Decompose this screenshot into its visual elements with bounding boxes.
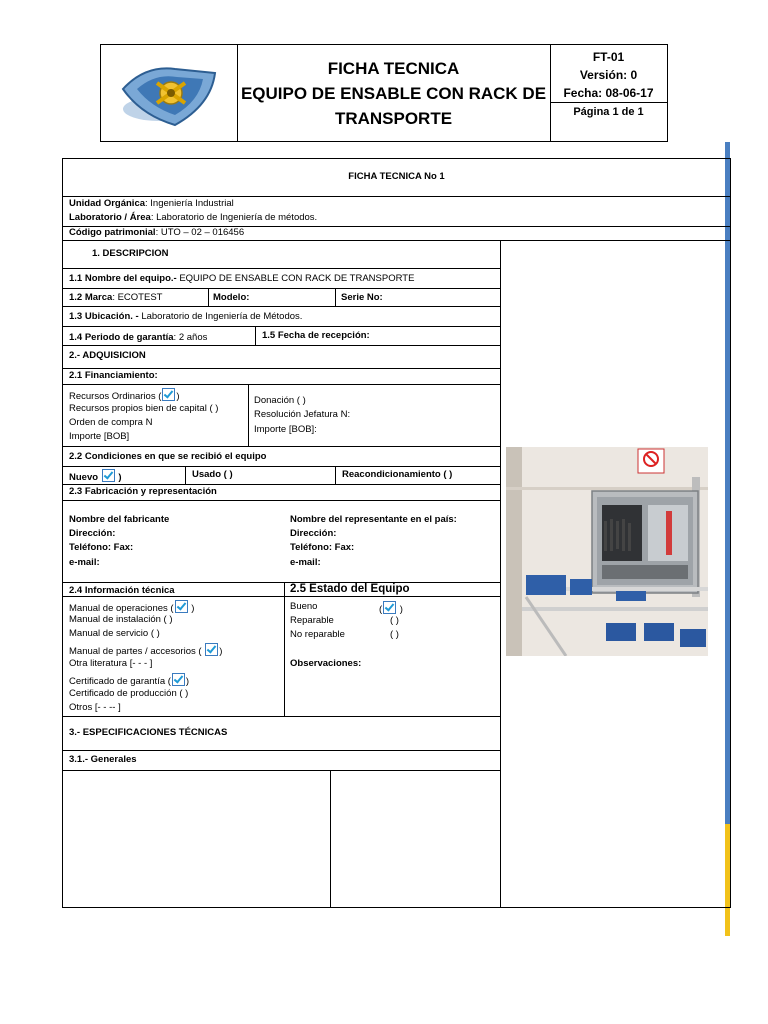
- header-title-line-2: EQUIPO DE ENSABLE CON RACK DE: [240, 84, 547, 103]
- form-title: FICHA TECNICA No 1: [348, 171, 445, 182]
- recepcion-cell: 1.5 Fecha de recepción:: [262, 330, 370, 341]
- fabricante-direccion: Dirección:: [69, 528, 116, 539]
- garantia-cell: 1.4 Periodo de garantía: 2 años: [69, 332, 208, 343]
- certificado-garantia: Certificado de garantía ( ): [69, 673, 189, 688]
- nombre-equipo-row: 1.1 Nombre del equipo.- EQUIPO DE ENSABLE CON RACK DE TRANSPORTE: [69, 273, 415, 284]
- manual-servicio: Manual de servicio ( ): [69, 628, 160, 639]
- representante-direccion: Dirección:: [290, 528, 337, 539]
- header-code: FT-01: [592, 50, 625, 64]
- fabricacion-label: 2.3 Fabricación y representación: [69, 486, 217, 497]
- codigo-row: Código patrimonial: UTO – 02 – 016456: [69, 227, 245, 238]
- manual-operaciones: Manual de operaciones ( ): [69, 600, 194, 615]
- estado-reparable-mark: ( ): [390, 615, 399, 626]
- checked-icon: [162, 388, 175, 401]
- laboratorio-row: Laboratorio / Área: Laboratorio de Ingeniería de métodos.: [69, 212, 318, 223]
- header-version: Versión: 0: [579, 68, 638, 82]
- representante-name: Nombre del representante en el país:: [290, 514, 457, 525]
- estado-reparable: Reparable: [290, 615, 334, 626]
- unidad-row: Unidad Orgánica: Ingeniería Industrial: [69, 198, 234, 209]
- importe-1-row: Importe [BOB]: [69, 431, 130, 442]
- estado-bueno-mark: ( ): [379, 601, 403, 616]
- header-meta-cell: [550, 44, 668, 142]
- header-title-line-3: TRANSPORTE: [334, 109, 453, 128]
- marca-cell: 1.2 Marca: ECOTEST: [69, 292, 163, 303]
- otros: Otros [- - -- ]: [69, 702, 121, 713]
- representante-telefono: Teléfono: Fax:: [290, 542, 355, 553]
- condiciones-label: 2.2 Condiciones en que se recibió el equipo: [69, 451, 267, 462]
- header-title-line-1: FICHA TECNICA: [327, 59, 460, 78]
- reacondicionamiento-cell: Reacondicionamiento ( ): [342, 469, 453, 480]
- info-tecnica-label: 2.4 Información técnica: [69, 585, 175, 596]
- recursos-ordinarios-row: Recursos Ordinarios ( ): [69, 388, 180, 403]
- manual-partes: Manual de partes / accesorios ( ): [69, 643, 222, 658]
- header-logo-cell: [100, 44, 238, 142]
- estado-no-reparable: No reparable: [290, 629, 345, 640]
- header-title-cell: [237, 44, 551, 142]
- rack-photo-illustration: [506, 447, 708, 656]
- usado-cell: Usado ( ): [192, 469, 233, 480]
- otra-literatura: Otra literatura [- - - ]: [69, 658, 153, 669]
- section-descripcion: 1. DESCRIPCION: [92, 248, 169, 259]
- estado-bueno: Bueno: [290, 601, 318, 612]
- generales-label: 3.1.- Generales: [69, 754, 137, 765]
- header-page: Página 1 de 1: [573, 106, 644, 118]
- donacion-row: Donación ( ): [254, 395, 306, 406]
- representante-email: e-mail:: [290, 557, 321, 568]
- ubicacion-row: 1.3 Ubicación. - Laboratorio de Ingeniería de Métodos.: [69, 311, 303, 322]
- checked-icon: [383, 601, 396, 614]
- importe-2-row: Importe [BOB]:: [254, 424, 317, 435]
- fabricante-telefono: Teléfono: Fax:: [69, 542, 134, 553]
- certificado-produccion: Certificado de producción ( ): [69, 688, 189, 699]
- estado-no-reparable-mark: ( ): [390, 629, 399, 640]
- checked-icon: [175, 600, 188, 613]
- financiamiento-label: 2.1 Financiamiento:: [69, 370, 158, 381]
- estado-equipo-label: 2.5 Estado del Equipo: [290, 583, 410, 595]
- resolucion-row: Resolución Jefatura N:: [254, 409, 351, 420]
- section-especificaciones: 3.- ESPECIFICACIONES TÉCNICAS: [69, 727, 228, 738]
- checked-icon: [172, 673, 185, 686]
- observaciones-label: Observaciones:: [290, 658, 362, 669]
- equipment-photo: [506, 447, 708, 656]
- fabricante-name: Nombre del fabricante: [69, 514, 170, 525]
- shield-logo-icon: [115, 59, 223, 129]
- modelo-cell: Modelo:: [213, 292, 250, 303]
- recursos-propios-row: Recursos propios bien de capital ( ): [69, 403, 219, 414]
- fabricante-email: e-mail:: [69, 557, 100, 568]
- checked-icon: [102, 469, 115, 482]
- section-adquisicion: 2.- ADQUISICION: [69, 350, 146, 361]
- header-date: Fecha: 08-06-17: [563, 86, 654, 100]
- serie-cell: Serie No:: [341, 292, 383, 303]
- manual-instalacion: Manual de instalación ( ): [69, 614, 173, 625]
- orden-compra-row: Orden de compra N: [69, 417, 153, 428]
- checked-icon: [205, 643, 218, 656]
- nuevo-cell: Nuevo ): [69, 469, 122, 484]
